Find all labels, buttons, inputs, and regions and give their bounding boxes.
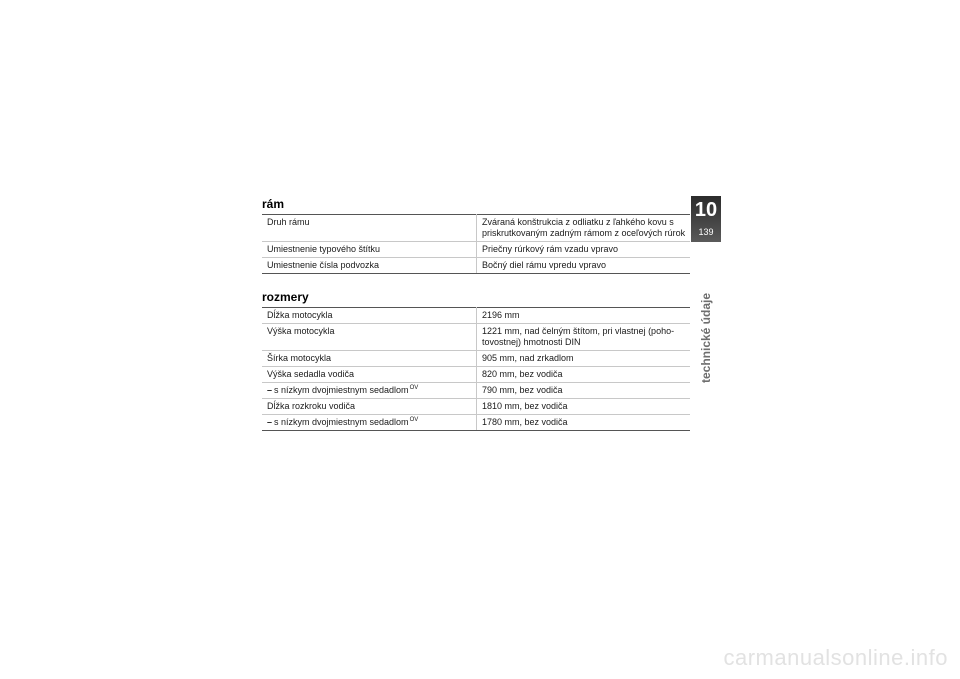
table-row xyxy=(262,242,690,258)
table-row xyxy=(262,308,690,324)
row-label: Šírka motocykla xyxy=(262,351,477,367)
row-label-sub xyxy=(262,383,477,399)
row-value: Bočný diel rámu vpredu vpravo xyxy=(477,258,691,274)
row-label: Výška motocykla xyxy=(262,324,477,351)
section-title-rozmery: rozmery xyxy=(262,290,309,304)
row-value: Priečny rúrkový rám vzadu vpravo xyxy=(477,242,691,258)
option-superscript: OV xyxy=(409,385,419,391)
row-value: 2196 mm xyxy=(477,308,691,324)
row-value: 820 mm, bez vodiča xyxy=(477,367,691,383)
row-label: Druh rámu xyxy=(262,215,477,242)
row-value: 1810 mm, bez vodiča xyxy=(477,399,691,415)
dash-bullet-icon: – xyxy=(267,417,273,427)
table-row xyxy=(262,367,690,383)
row-value: Zváraná konštrukcia z odliatku z ľahkého kovu s priskrutkovaným zadným rámom z oceľových rúrok xyxy=(477,215,691,242)
row-label: Umiestnenie typového štítku xyxy=(262,242,477,258)
table-row xyxy=(262,258,690,274)
row-value: 1780 mm, bez vodiča xyxy=(477,415,691,431)
chapter-side-label: technické údaje xyxy=(699,292,713,384)
row-label-sub xyxy=(262,415,477,431)
watermark: carmanualsonline.info xyxy=(723,645,948,670)
table-row xyxy=(262,415,690,431)
row-label-text: s nízkym dvojmiestnym sedadlom xyxy=(274,417,409,427)
row-value: 790 mm, bez vodiča xyxy=(477,383,691,399)
row-value: 905 mm, nad zrkadlom xyxy=(477,351,691,367)
row-label-text: s nízkym dvojmiestnym sedadlom xyxy=(274,385,409,395)
table-row xyxy=(262,399,690,415)
dash-bullet-icon: – xyxy=(267,385,273,395)
row-label: Výška sedadla vodiča xyxy=(262,367,477,383)
table-row xyxy=(262,383,690,399)
chapter-number: 10 xyxy=(694,199,718,221)
option-superscript: OV xyxy=(409,417,419,423)
row-label: Dĺžka motocykla xyxy=(262,308,477,324)
table-row xyxy=(262,351,690,367)
table-row xyxy=(262,215,690,242)
chapter-tab xyxy=(691,196,721,242)
dimensions-spec-table xyxy=(262,307,690,431)
row-label: Umiestnenie čísla podvozka xyxy=(262,258,477,274)
frame-spec-table xyxy=(262,214,690,274)
row-label: Dĺžka rozkroku vodiča xyxy=(262,399,477,415)
row-value: 1221 mm, nad čelným štítom, pri vlastnej (poho-tovostnej) hmotnosti DIN xyxy=(477,324,691,351)
page-number: 139 xyxy=(698,227,714,237)
section-title-ram: rám xyxy=(262,197,285,211)
table-row xyxy=(262,324,690,351)
